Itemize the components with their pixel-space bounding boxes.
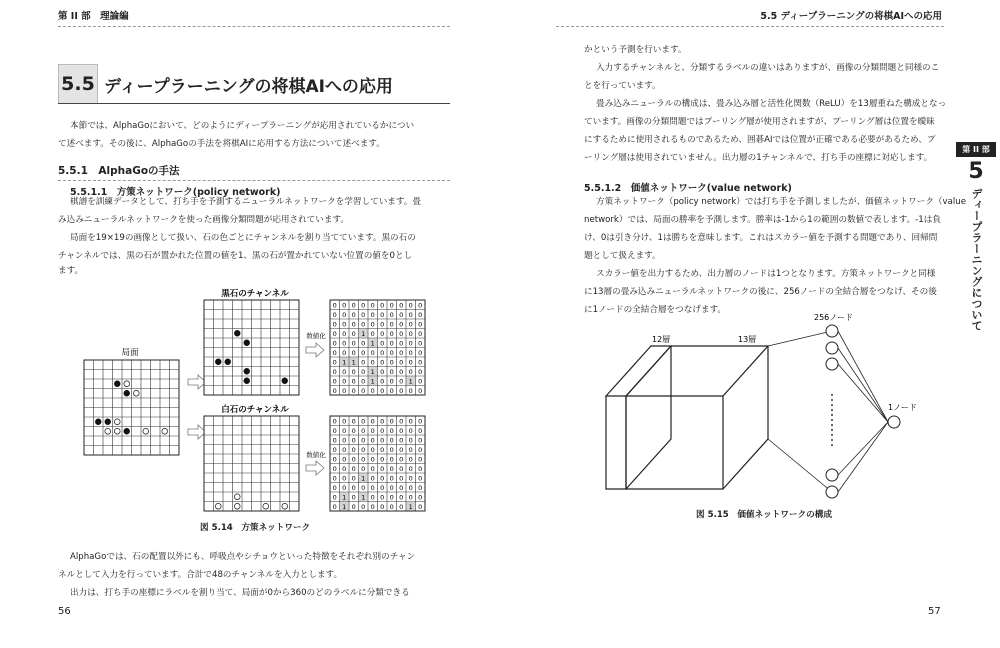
- cell-value: 0: [418, 502, 423, 511]
- cell-value: 0: [370, 358, 375, 367]
- cell-value: 0: [380, 348, 385, 357]
- cell-value: 0: [361, 483, 366, 492]
- cell-value: 0: [332, 329, 337, 338]
- para1-line-2: み込みニューラルネットワークを使った画像分類問題が応用されています。: [58, 215, 349, 225]
- cell-value: 0: [408, 493, 413, 502]
- cell-value: 0: [370, 329, 375, 338]
- cell-value: 0: [351, 436, 356, 445]
- cell-value: 1: [361, 474, 366, 483]
- cell-value: 0: [380, 445, 385, 454]
- cell-value: 0: [332, 436, 337, 445]
- cell-value: 0: [380, 464, 385, 473]
- cell-value: 0: [361, 426, 366, 435]
- cell-value: 0: [332, 358, 337, 367]
- cell-value: 0: [380, 493, 385, 502]
- black-stone: [105, 419, 111, 425]
- figure-5-14-caption: 図 5.14 方策ネットワーク: [200, 523, 311, 533]
- cell-value: 1: [351, 358, 356, 367]
- cell-value: 0: [408, 320, 413, 329]
- cell-value: 0: [399, 358, 404, 367]
- cell-value: 0: [399, 455, 404, 464]
- subsubsection-heading-policy: 5.5.1.1 方策ネットワーク(policy network): [70, 187, 281, 198]
- white-stone: [282, 503, 288, 509]
- cell-value: 0: [361, 310, 366, 319]
- cell-value: 1: [370, 339, 375, 348]
- cell-value: 0: [389, 502, 394, 511]
- rpara2-line-4: 題として扱えます。: [584, 251, 661, 261]
- rpara1-line-3: とを行っています。: [584, 81, 661, 91]
- cell-value: 0: [408, 329, 413, 338]
- cell-value: 0: [408, 417, 413, 426]
- black-stone: [225, 359, 231, 365]
- cell-value: 0: [399, 426, 404, 435]
- black-numeric-grid: [330, 300, 425, 395]
- cell-value: 1: [342, 358, 347, 367]
- cell-value: 0: [399, 386, 404, 395]
- para2-line-3: 出力は、打ち手の座標にラベルを割り当て、局面が0から360のどのラベルに分類できる: [70, 588, 410, 598]
- cell-value: 0: [408, 367, 413, 376]
- cell-value: 0: [342, 445, 347, 454]
- cell-value: 0: [351, 386, 356, 395]
- white-stone: [234, 494, 240, 500]
- hidden-node: [826, 486, 838, 498]
- hidden-node: [826, 325, 838, 337]
- para1-line-1: 棋譜を訓練データとして、打ち手を予測するニューラルネットワークを学習しています。畳: [70, 197, 421, 207]
- cell-value: 0: [389, 367, 394, 376]
- cell-value: 0: [370, 483, 375, 492]
- cell-value: 0: [351, 320, 356, 329]
- cell-value: 0: [342, 436, 347, 445]
- cell-value: 0: [380, 426, 385, 435]
- cell-value: 0: [370, 426, 375, 435]
- cell-value: 0: [389, 329, 394, 338]
- cell-value: 0: [351, 502, 356, 511]
- cell-value: 0: [399, 483, 404, 492]
- cell-value: 0: [380, 301, 385, 310]
- cell-value: 0: [351, 417, 356, 426]
- cell-value: 0: [342, 329, 347, 338]
- cell-value: 0: [418, 493, 423, 502]
- cell-value: 0: [418, 339, 423, 348]
- go-board: [84, 360, 179, 455]
- cell-value: 0: [389, 348, 394, 357]
- cell-value: 0: [389, 377, 394, 386]
- cell-value: 0: [418, 320, 423, 329]
- cell-value: 0: [389, 445, 394, 454]
- cell-value: 0: [408, 474, 413, 483]
- white-stone: [133, 390, 139, 396]
- cell-value: 0: [408, 483, 413, 492]
- rpara2-line-1: 方策ネットワーク（policy network）では打ち手を予測しましたが、価値ネットワーク（value: [596, 197, 966, 207]
- cell-value: 0: [389, 417, 394, 426]
- cell-value: 0: [408, 426, 413, 435]
- cell-value: 0: [408, 339, 413, 348]
- cell-value: 0: [361, 339, 366, 348]
- cell-value: 1: [342, 493, 347, 502]
- cell-value: 0: [351, 310, 356, 319]
- cell-value: 0: [332, 426, 337, 435]
- cell-value: 0: [351, 474, 356, 483]
- cell-value: 0: [389, 474, 394, 483]
- cell-value: 0: [342, 377, 347, 386]
- cell-value: 0: [389, 358, 394, 367]
- para2-line-2: ネルとして入力を行っています。合計で48のチャンネルを入力とします。: [58, 570, 343, 580]
- rpara1-line-5: ています。画像の分類問題ではプーリング層が使用されますが、プーリング層は位置を曖昧: [584, 117, 935, 127]
- cell-value: 0: [418, 426, 423, 435]
- cell-value: 0: [342, 474, 347, 483]
- cell-value: 0: [418, 358, 423, 367]
- cell-value: 0: [351, 367, 356, 376]
- cell-value: 0: [389, 310, 394, 319]
- cell-value: 0: [342, 455, 347, 464]
- para2-line-1: AlphaGoでは、石の配置以外にも、呼吸点やシチョウといった特徴をそれぞれ別のチャン: [70, 552, 416, 562]
- cell-value: 0: [408, 455, 413, 464]
- black-stone: [244, 368, 250, 374]
- white-stone: [234, 503, 240, 509]
- cell-value: 0: [332, 464, 337, 473]
- side-tab-title: ディープラーニングについて: [970, 188, 983, 331]
- cell-value: 0: [408, 445, 413, 454]
- cell-value: 0: [418, 310, 423, 319]
- cell-value: 1: [370, 367, 375, 376]
- section-title: ディープラーニングの将棋AIへの応用: [104, 77, 393, 97]
- cell-value: 0: [380, 386, 385, 395]
- cell-value: 0: [389, 455, 394, 464]
- black-stone: [244, 378, 250, 384]
- board-label: 局面: [121, 348, 139, 358]
- cell-value: 0: [380, 377, 385, 386]
- cell-value: 0: [342, 310, 347, 319]
- arrow-to-white: [188, 425, 206, 439]
- policy-network-figure: [78, 282, 438, 522]
- cell-value: 0: [380, 502, 385, 511]
- rpara1-line-1: かという予測を行います。: [584, 45, 687, 55]
- cell-value: 0: [380, 358, 385, 367]
- cell-value: 0: [361, 320, 366, 329]
- numeric-label-top: 数値化: [306, 332, 326, 340]
- cell-value: 0: [380, 339, 385, 348]
- cell-value: 0: [389, 464, 394, 473]
- black-stone: [124, 428, 130, 434]
- arrow-to-black: [188, 375, 206, 389]
- cell-value: 0: [389, 483, 394, 492]
- rpara2-line-2: network）では、局面の勝率を予測します。勝率は-1から1の範囲の数値で表します。-1は負: [584, 215, 941, 225]
- cell-value: 0: [332, 310, 337, 319]
- cell-value: 0: [418, 301, 423, 310]
- hidden-node: [826, 469, 838, 481]
- white-stone: [105, 428, 111, 434]
- section-number: 5.5: [58, 64, 98, 104]
- cell-value: 0: [399, 377, 404, 386]
- cell-value: 0: [361, 367, 366, 376]
- cell-value: 0: [418, 367, 423, 376]
- cell-value: 0: [351, 464, 356, 473]
- cell-value: 0: [361, 386, 366, 395]
- black-channel-grid: [204, 300, 299, 395]
- cell-value: 0: [351, 348, 356, 357]
- cell-value: 0: [418, 455, 423, 464]
- cell-value: 0: [332, 474, 337, 483]
- cell-value: 0: [342, 426, 347, 435]
- cell-value: 0: [399, 339, 404, 348]
- cell-value: 0: [399, 367, 404, 376]
- cell-value: 0: [399, 464, 404, 473]
- cell-value: 0: [351, 493, 356, 502]
- white-stone: [263, 503, 269, 509]
- cell-value: 0: [399, 301, 404, 310]
- label-1-node: 1ノード: [888, 403, 917, 412]
- cell-value: 0: [418, 386, 423, 395]
- cell-value: 0: [370, 493, 375, 502]
- cell-value: 0: [351, 426, 356, 435]
- cell-value: 0: [418, 464, 423, 473]
- black-stone: [114, 381, 120, 387]
- white-channel-label: 白石のチャンネル: [221, 405, 289, 415]
- subsection-heading: 5.5.1 AlphaGoの手法: [58, 165, 180, 177]
- para1-line-5: ます。: [58, 266, 84, 276]
- rpara2-line-3: け、0は引き分け、1は勝ちを意味します。これはスカラー値を予測する問題であり、回帰問: [584, 233, 938, 243]
- output-node: [888, 416, 900, 428]
- cell-value: 0: [408, 386, 413, 395]
- cell-value: 0: [380, 320, 385, 329]
- cell-value: 0: [389, 493, 394, 502]
- rpara1-line-2: 入力するチャンネルと、分類するラベルの違いはありますが、画像の分類問題と同様のこ: [596, 63, 940, 73]
- cell-value: 0: [351, 445, 356, 454]
- cell-value: 0: [380, 417, 385, 426]
- hidden-node: [826, 342, 838, 354]
- cell-value: 0: [418, 377, 423, 386]
- cell-value: 0: [351, 483, 356, 492]
- cell-value: 0: [342, 417, 347, 426]
- cell-value: 0: [418, 348, 423, 357]
- cell-value: 0: [399, 320, 404, 329]
- cell-value: 0: [399, 445, 404, 454]
- cell-value: 0: [361, 445, 366, 454]
- white-stone: [215, 503, 221, 509]
- cell-value: 0: [361, 358, 366, 367]
- white-stone: [114, 428, 120, 434]
- cell-value: 0: [399, 348, 404, 357]
- header-right: 5.5 ディープラーニングの将棋AIへの応用: [760, 11, 942, 22]
- cell-value: 0: [380, 455, 385, 464]
- section-rule: [58, 103, 450, 104]
- cell-value: 0: [361, 464, 366, 473]
- arrow-numeric-bottom: [306, 461, 324, 475]
- cell-value: 1: [408, 502, 413, 511]
- header-left: 第 II 部 理論編: [58, 11, 129, 22]
- cell-value: 0: [342, 348, 347, 357]
- arrow-numeric-top: [306, 343, 324, 357]
- cell-value: 0: [332, 301, 337, 310]
- cell-value: 0: [351, 329, 356, 338]
- cell-value: 0: [332, 455, 337, 464]
- label-12-layers: 12層: [652, 335, 671, 344]
- cell-value: 0: [380, 367, 385, 376]
- cell-value: 1: [361, 329, 366, 338]
- cell-value: 0: [332, 386, 337, 395]
- cell-value: 0: [399, 417, 404, 426]
- cell-value: 0: [351, 455, 356, 464]
- cell-value: 0: [380, 436, 385, 445]
- cell-value: 0: [389, 436, 394, 445]
- white-stone: [143, 428, 149, 434]
- rpara2-line-5: スカラー値を出力するため、出力層のノードは1つとなります。方策ネットワークと同様: [596, 269, 936, 279]
- cell-value: 0: [370, 474, 375, 483]
- cell-value: 0: [332, 493, 337, 502]
- cell-value: 0: [332, 377, 337, 386]
- cell-value: 0: [332, 445, 337, 454]
- cell-value: 1: [370, 377, 375, 386]
- subsection-rule: [58, 180, 450, 181]
- cell-value: 0: [408, 436, 413, 445]
- cell-value: 0: [342, 464, 347, 473]
- cell-value: 0: [389, 339, 394, 348]
- cell-value: 0: [370, 502, 375, 511]
- side-tab-chapter: 5: [968, 159, 984, 184]
- cell-value: 0: [399, 474, 404, 483]
- rpara1-line-6: にするために使用されるものであるため、囲碁AIでは位置が正確である必要があるため、プ: [584, 135, 936, 145]
- cell-value: 1: [361, 493, 366, 502]
- para1-line-4: チャンネルでは、黒の石が置かれた位置の値を1、黒の石が置かれていない位置の値を0とし: [58, 251, 413, 261]
- fully-connected-layers: [768, 325, 900, 498]
- cell-value: 0: [342, 483, 347, 492]
- rpara2-line-6: に13層の畳み込みニューラルネットワークの後に、256ノードの全結合層をつなげ、その後: [584, 287, 937, 297]
- rpara2-line-7: に1ノードの全結合層をつなげます。: [584, 305, 727, 315]
- cell-value: 0: [389, 426, 394, 435]
- cell-value: 0: [370, 436, 375, 445]
- black-stone: [95, 419, 101, 425]
- cell-value: 0: [399, 436, 404, 445]
- white-channel-grid: [204, 416, 299, 511]
- cell-value: 0: [342, 339, 347, 348]
- cell-value: 0: [399, 329, 404, 338]
- cell-value: 0: [389, 386, 394, 395]
- page-number-right: 57: [928, 606, 941, 617]
- value-network-figure: [596, 306, 926, 506]
- cell-value: 0: [342, 320, 347, 329]
- cell-value: 0: [361, 417, 366, 426]
- figure-5-15-caption: 図 5.15 価値ネットワークの構成: [696, 510, 832, 520]
- cell-value: 0: [342, 386, 347, 395]
- para1-line-3: 局面を19×19の画像として扱い、石の色ごとにチャンネルを割り当てています。黒の石の: [70, 233, 416, 243]
- cell-value: 0: [361, 377, 366, 386]
- cell-value: 0: [418, 329, 423, 338]
- side-tab-part: 第 II 部: [956, 142, 996, 157]
- layer12-block: [606, 346, 671, 489]
- numeric-label-bottom: 数値化: [306, 451, 326, 459]
- white-stone: [162, 428, 168, 434]
- black-stone: [215, 359, 221, 365]
- page-number-left: 56: [58, 606, 71, 617]
- cell-value: 0: [389, 301, 394, 310]
- cell-value: 0: [370, 464, 375, 473]
- layer13-block: [626, 346, 768, 489]
- label-256-nodes: 256ノード: [814, 313, 854, 322]
- header-rule-left: [58, 26, 450, 27]
- cell-value: 0: [418, 417, 423, 426]
- cell-value: 0: [408, 358, 413, 367]
- cell-value: 0: [408, 310, 413, 319]
- black-stone: [282, 378, 288, 384]
- cell-value: 0: [332, 483, 337, 492]
- cell-value: 0: [361, 502, 366, 511]
- cell-value: 0: [399, 493, 404, 502]
- cell-value: 0: [370, 320, 375, 329]
- cell-value: 1: [408, 377, 413, 386]
- black-stone: [244, 340, 250, 346]
- cell-value: 0: [361, 348, 366, 357]
- intro-line-1: 本節では、AlphaGoにおいて、どのようにディープラーニングが応用されているかについ: [70, 121, 415, 131]
- cell-value: 0: [332, 348, 337, 357]
- cell-value: 0: [418, 445, 423, 454]
- rpara1-line-4: 畳み込みニューラルの構成は、畳み込み層と活性化関数（ReLU）を13層重ねた構成となっ: [596, 99, 947, 109]
- cell-value: 0: [370, 386, 375, 395]
- black-channel-label: 黒石のチャンネル: [221, 289, 289, 299]
- cell-value: 0: [332, 417, 337, 426]
- cell-value: 0: [332, 339, 337, 348]
- white-stone: [114, 419, 120, 425]
- intro-line-2: て述べます。その後に、AlphaGoの手法を将棋AIに応用する方法について述べます。: [58, 139, 385, 149]
- cell-value: 0: [380, 474, 385, 483]
- cell-value: 0: [380, 310, 385, 319]
- white-numeric-grid: [330, 416, 425, 511]
- cell-value: 1: [342, 502, 347, 511]
- cell-value: 0: [399, 310, 404, 319]
- cell-value: 0: [370, 348, 375, 357]
- cell-value: 0: [361, 301, 366, 310]
- cell-value: 0: [380, 483, 385, 492]
- cell-value: 0: [408, 301, 413, 310]
- cell-value: 0: [399, 502, 404, 511]
- cell-value: 0: [342, 301, 347, 310]
- black-stone: [124, 390, 130, 396]
- cell-value: 0: [408, 464, 413, 473]
- cell-value: 0: [389, 320, 394, 329]
- cell-value: 0: [370, 455, 375, 464]
- rpara1-line-7: ーリング層は使用されていません。出力層の1チャンネルで、打ち手の座標に対応します。: [584, 153, 933, 163]
- black-stone: [234, 330, 240, 336]
- cell-value: 0: [408, 348, 413, 357]
- cell-value: 0: [370, 310, 375, 319]
- white-stone: [124, 381, 130, 387]
- cell-value: 0: [332, 320, 337, 329]
- cell-value: 0: [361, 436, 366, 445]
- cell-value: 0: [370, 417, 375, 426]
- cell-value: 0: [380, 329, 385, 338]
- cell-value: 0: [351, 377, 356, 386]
- cell-value: 0: [418, 436, 423, 445]
- hidden-node: [826, 358, 838, 370]
- subsubsection-heading-value: 5.5.1.2 価値ネットワーク(value network): [584, 183, 792, 194]
- cell-value: 0: [370, 445, 375, 454]
- cell-value: 0: [342, 367, 347, 376]
- cell-value: 0: [418, 474, 423, 483]
- cell-value: 0: [361, 455, 366, 464]
- chapter-side-tab: [952, 142, 1000, 331]
- cell-value: 0: [351, 301, 356, 310]
- cell-value: 0: [332, 367, 337, 376]
- cell-value: 0: [332, 502, 337, 511]
- cell-value: 0: [418, 483, 423, 492]
- cell-value: 0: [351, 339, 356, 348]
- cell-value: 0: [370, 301, 375, 310]
- header-rule-right: [556, 26, 944, 27]
- label-13-layers: 13層: [738, 335, 757, 344]
